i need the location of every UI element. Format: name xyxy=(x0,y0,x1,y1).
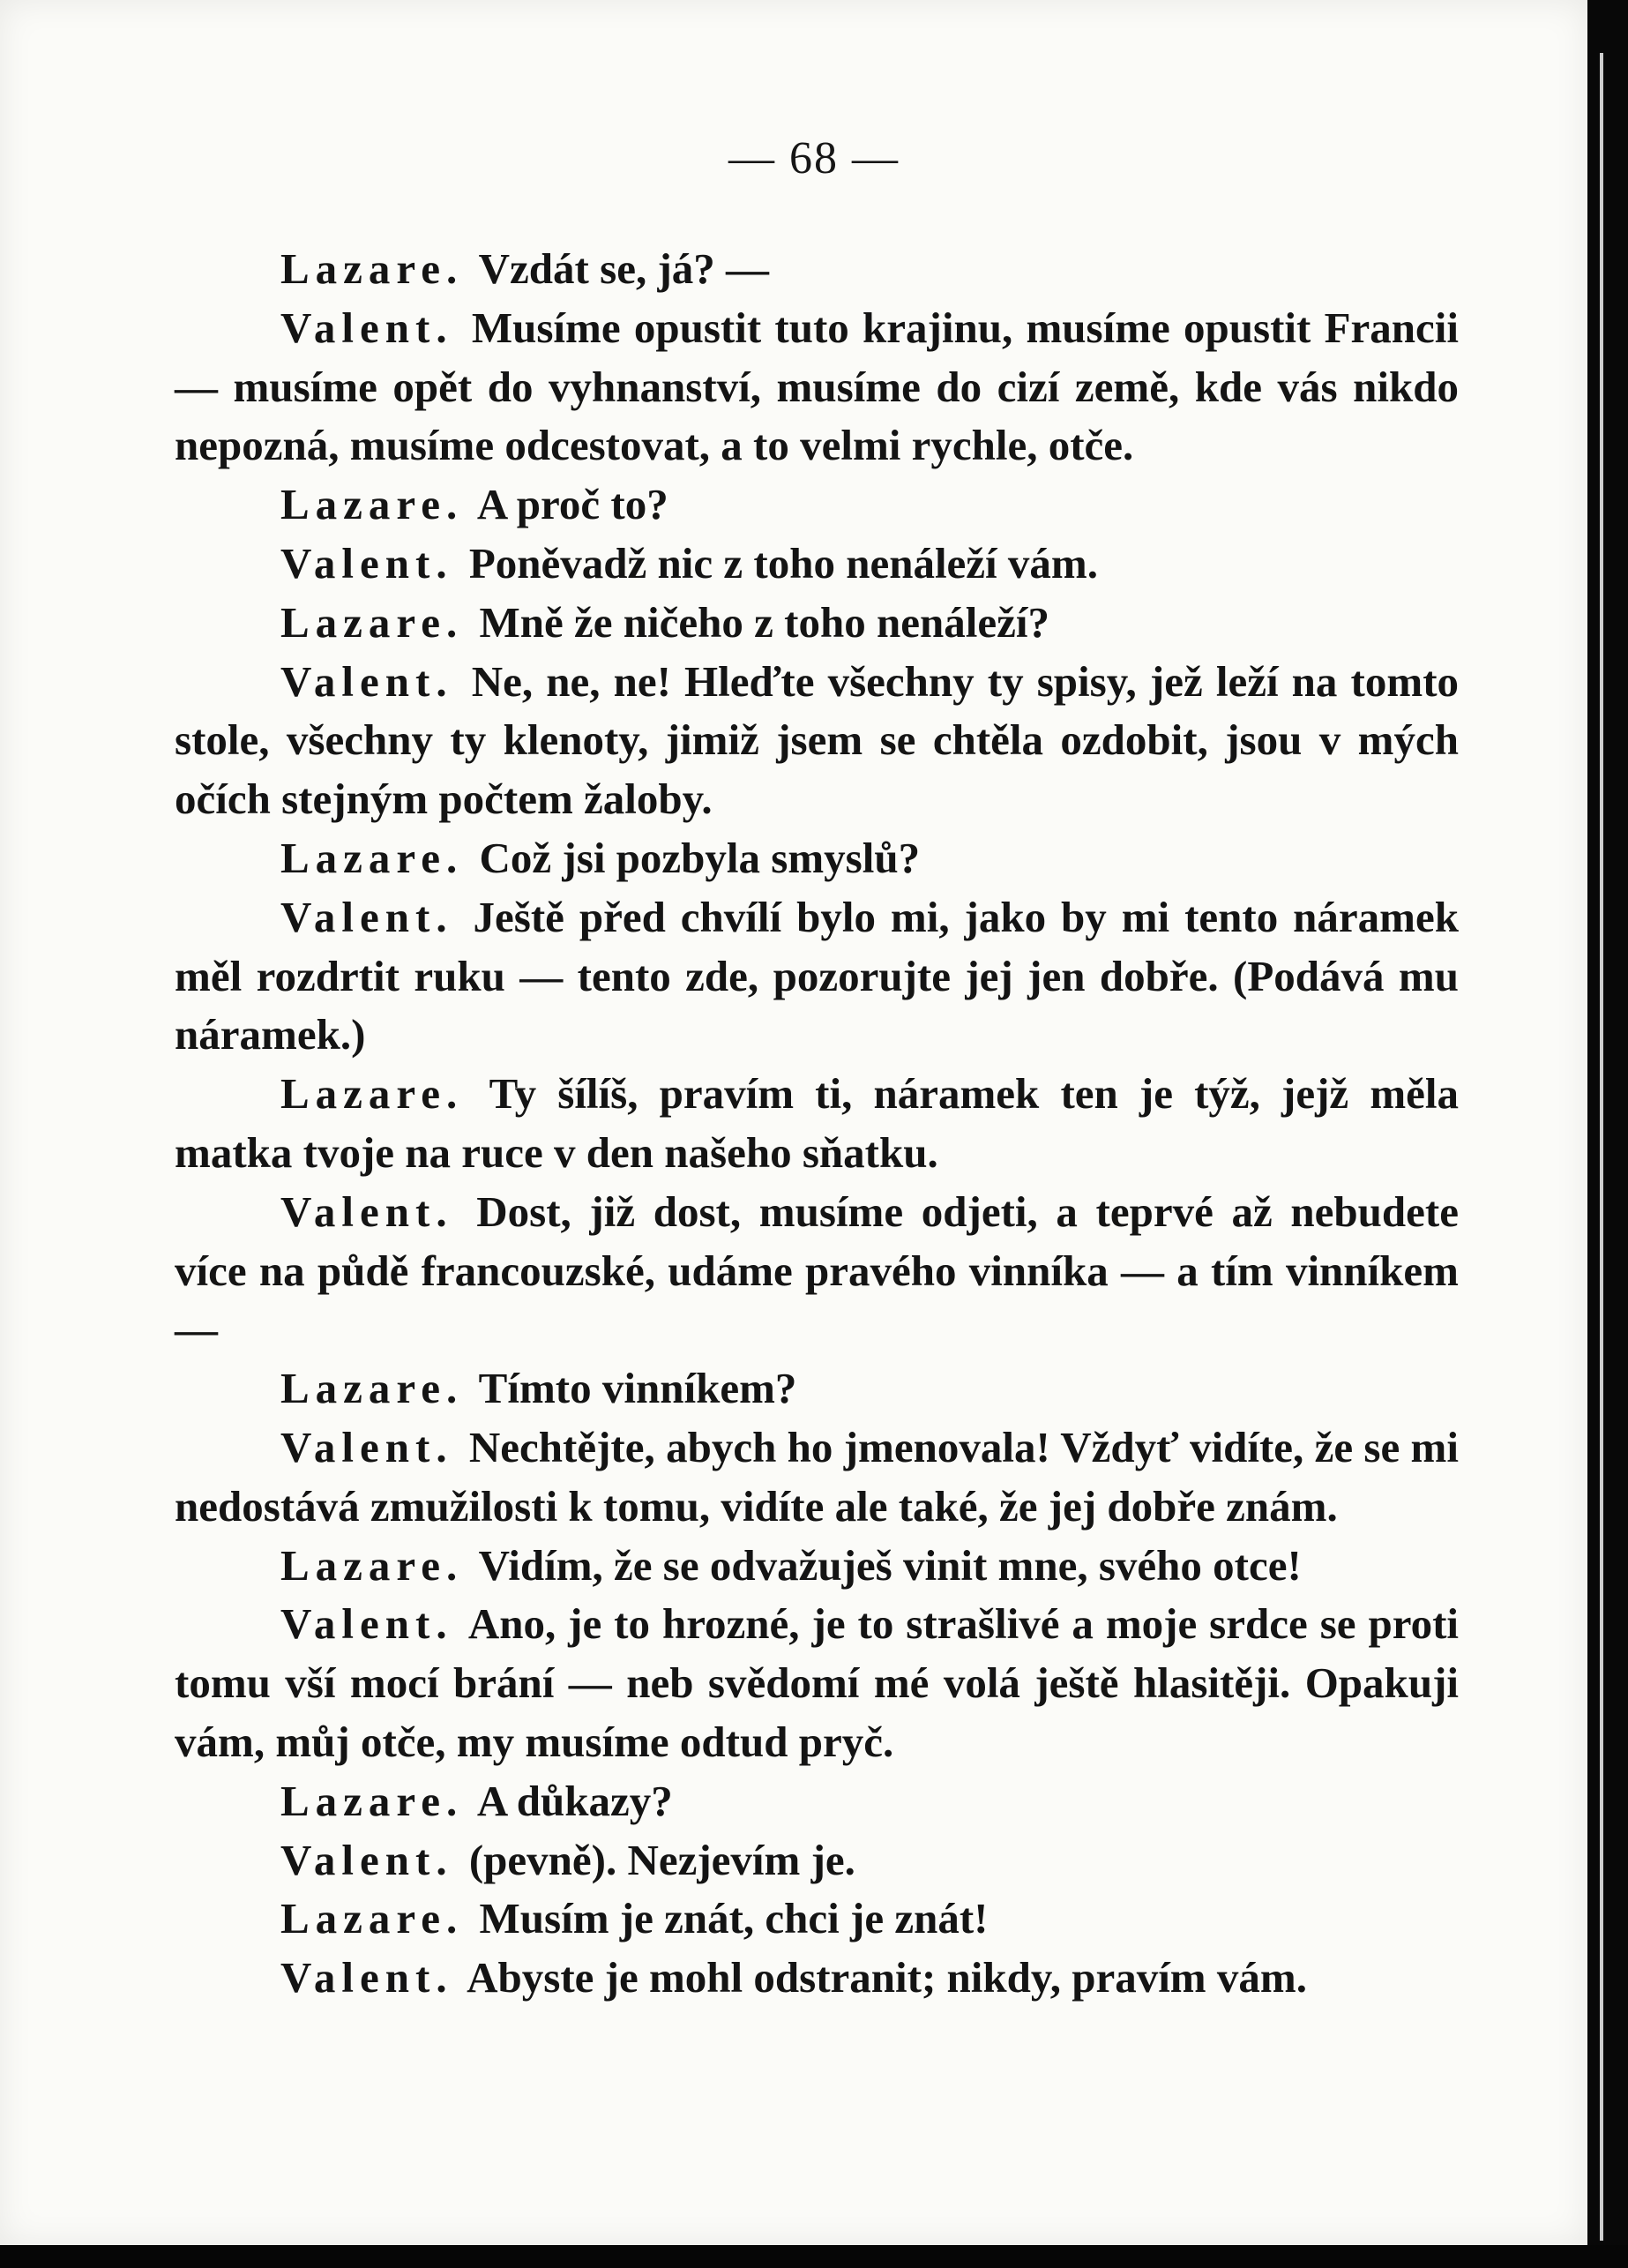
line-text: Ještě před chvílí bylo mi, jako by mi tento náramek měl rozdrtit ruku — tento zde, pozorujte jej jen dobře. (Podává mu náramek.) xyxy=(175,892,1459,1059)
dialogue-line xyxy=(175,1949,1459,2008)
line-text: Poněvadž nic z toho nenáleží vám. xyxy=(468,538,1098,588)
speaker-name: Valent. xyxy=(280,1186,453,1236)
scan-right-edge xyxy=(1587,0,1628,2268)
speaker-name: Lazare. xyxy=(280,244,464,293)
line-text: Ano, je to hrozné, je to strašlivé a moje srdce se proti tomu vší mocí brání — neb svědomí mé volá ještě hlasitěji. Opakuji vám, můj otče, my musíme odtud pryč. xyxy=(175,1599,1460,1766)
line-text: A důkazy? xyxy=(476,1776,673,1825)
speaker-name: Lazare. xyxy=(280,1364,464,1413)
line-text: Nechtějte, abych ho jmenovala! Vždyť vidíte, že se mi nedostává zmužilosti k tomu, vidíte ale také, že jej dobře znám. xyxy=(175,1422,1459,1531)
speaker-name: Valent. xyxy=(280,1599,453,1649)
dialogue-line xyxy=(175,594,1459,653)
scan-bottom-edge xyxy=(0,2245,1628,2268)
page-number: — 68 — xyxy=(728,133,900,183)
dialogue-line xyxy=(175,1418,1459,1537)
line-text: Dost, již dost, musíme odjeti, a teprvé až nebudete více na půdě francouzské, udáme pravého vinníka — a tím vinníkem — xyxy=(175,1186,1459,1354)
dialogue-line xyxy=(175,1772,1459,1831)
dialogue-line xyxy=(175,1595,1459,1771)
line-text: Mně že ničeho z toho nenáleží? xyxy=(479,597,1049,647)
speaker-name: Lazare. xyxy=(280,833,464,882)
line-text: Musíme opustit tuto krajinu, musíme opustit Francii — musíme opět do vyhnanství, musíme do cizí země, kde vás nikdo nepozná, musíme odcestovat, a to velmi rychle, otče. xyxy=(175,303,1459,470)
line-text: Abyste je mohl odstranit; nikdy, pravím vám. xyxy=(467,1953,1307,2002)
page-edge-line xyxy=(1600,53,1603,2241)
dialogue-line xyxy=(175,299,1459,475)
dialogue-line xyxy=(175,1183,1459,1359)
speaker-name: Valent. xyxy=(280,303,453,352)
line-text: Tímto vinníkem? xyxy=(478,1364,797,1413)
speaker-name: Valent. xyxy=(280,656,453,706)
line-text: Vidím, že se odvažuješ vinit mne, svého otce! xyxy=(478,1540,1302,1590)
dialogue-line xyxy=(175,1890,1459,1949)
speaker-name: Lazare. xyxy=(280,1069,464,1119)
speaker-name: Valent. xyxy=(280,538,453,588)
speaker-name: Valent. xyxy=(280,1835,453,1884)
dialogue-line xyxy=(175,829,1459,888)
dialogue-line xyxy=(175,653,1459,829)
speaker-name: Valent. xyxy=(280,1953,453,2002)
dialogue-line xyxy=(175,240,1459,299)
line-text: Ty šílíš, pravím ti, náramek ten je týž, jejž měla matka tvoje na ruce v den našeho sňatku. xyxy=(175,1069,1460,1177)
dialogue-line xyxy=(175,1359,1459,1418)
line-text: A proč to? xyxy=(476,480,668,529)
line-text: Musím je znát, chci je znát! xyxy=(479,1894,989,1943)
speaker-name: Lazare. xyxy=(280,597,464,647)
line-text: (pevně). Nezjevím je. xyxy=(468,1835,855,1884)
line-text: Vzdát se, já? — xyxy=(478,244,770,293)
dialogue-text xyxy=(175,240,1459,2008)
dialogue-line xyxy=(175,1831,1459,1890)
speaker-name: Valent. xyxy=(280,892,453,941)
speaker-name: Lazare. xyxy=(280,1776,464,1825)
dialogue-line xyxy=(175,1065,1459,1183)
dialogue-line xyxy=(175,888,1459,1065)
dialogue-line xyxy=(175,535,1459,594)
speaker-name: Lazare. xyxy=(280,1894,464,1943)
speaker-name: Valent. xyxy=(280,1422,453,1471)
speaker-name: Lazare. xyxy=(280,480,464,529)
dialogue-line xyxy=(175,475,1459,535)
dialogue-line xyxy=(175,1537,1459,1596)
line-text: Ne, ne, ne! Hleďte všechny ty spisy, jež leží na tomto stole, všechny ty klenoty, jimiž jsem se chtěla ozdobit, jsou v mých očích stejným počtem žaloby. xyxy=(175,656,1460,824)
speaker-name: Lazare. xyxy=(280,1540,464,1590)
line-text: Což jsi pozbyla smyslů? xyxy=(479,833,921,882)
